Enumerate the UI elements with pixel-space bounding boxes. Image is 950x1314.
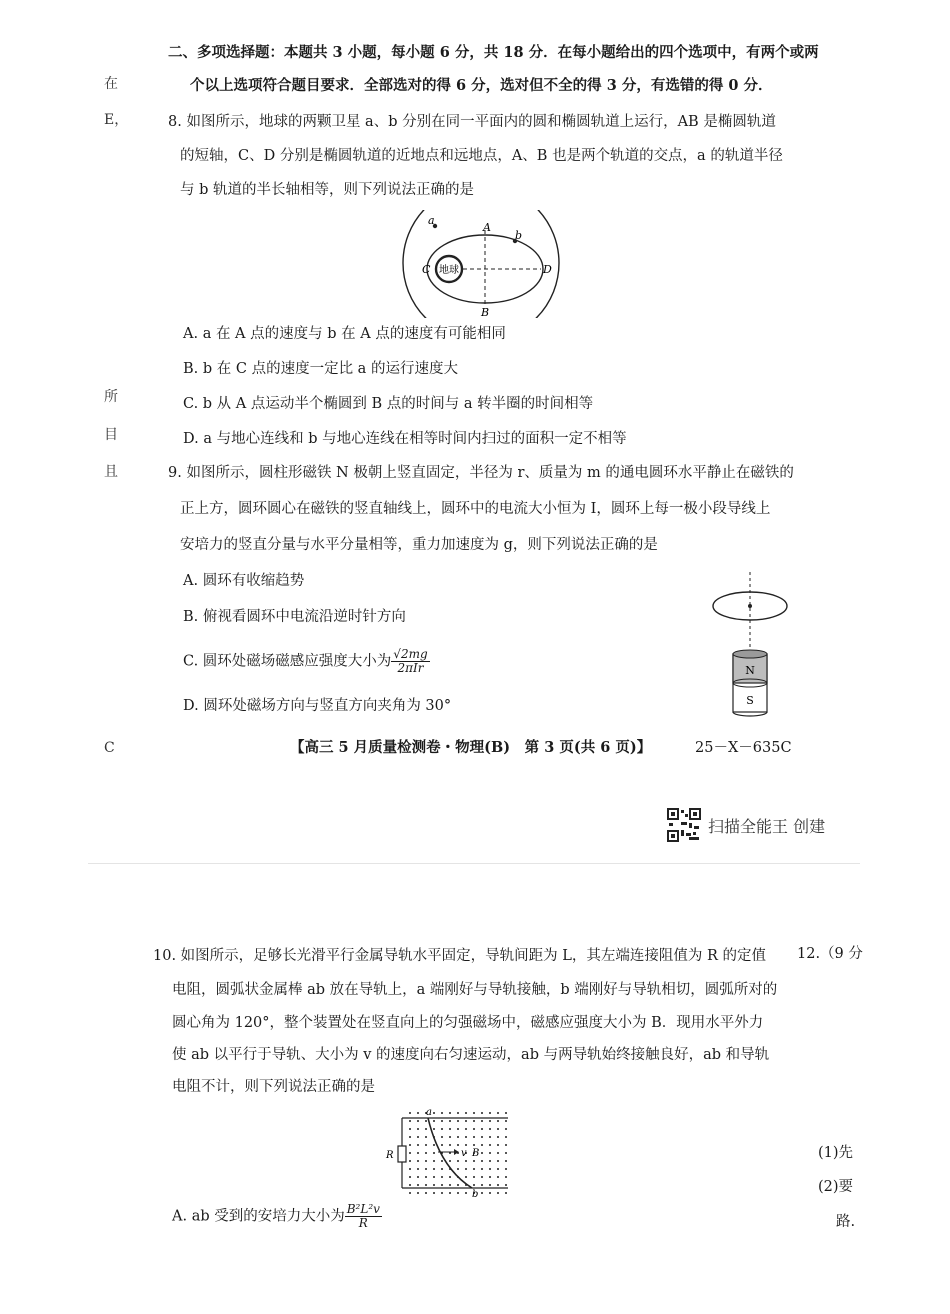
label-b: b (515, 229, 523, 242)
field-dot (417, 1160, 419, 1162)
field-dot (473, 1120, 475, 1122)
q10-option-a-text: A. ab 受到的安培力大小为 (172, 1208, 345, 1225)
q10-option-a-fraction (345, 1203, 382, 1230)
field-dot (441, 1136, 443, 1138)
field-dot (497, 1184, 499, 1186)
margin-mark: C (104, 740, 115, 756)
q8-option-b: B. b 在 C 点的速度一定比 a 的运行速度大 (183, 361, 458, 377)
field-dot (457, 1184, 459, 1186)
field-dot (441, 1184, 443, 1186)
margin-mark: 目 (104, 427, 118, 443)
field-dot (481, 1144, 483, 1146)
field-dot (409, 1192, 411, 1194)
field-dot (409, 1176, 411, 1178)
field-dot (433, 1160, 435, 1162)
field-dot (433, 1144, 435, 1146)
field-dot (433, 1112, 435, 1114)
field-dot (497, 1128, 499, 1130)
section-header-line1: 二、多项选择题：本题共 3 小题，每小题 6 分，共 18 分．在每小题给出的四个选项中，有两个或两 (168, 44, 819, 61)
field-dot (441, 1112, 443, 1114)
field-dot (505, 1144, 507, 1146)
field-dot (433, 1192, 435, 1194)
q9-option-c-fraction (391, 648, 429, 675)
field-dot (473, 1176, 475, 1178)
field-dot (465, 1136, 467, 1138)
field-dot (409, 1184, 411, 1186)
q10-stem-line1: 10. 如图所示，足够长光滑平行金属导轨水平固定，导轨间距为 L，其左端连接阻值为 R 的定值 (153, 948, 767, 964)
section-header-line2: 个以上选项符合题目要求．全部选对的得 6 分，选对但不全的得 3 分，有选错的得 0 分． (190, 77, 773, 94)
field-dot (425, 1192, 427, 1194)
right-fragment-2: (2)要 (818, 1179, 854, 1195)
field-dot (481, 1152, 483, 1154)
field-dot (417, 1128, 419, 1130)
page-divider (88, 863, 860, 864)
field-dot (425, 1184, 427, 1186)
field-dot (425, 1152, 427, 1154)
right-fragment-1: (1)先 (818, 1145, 854, 1161)
field-dot (473, 1136, 475, 1138)
label-B: B (472, 1148, 480, 1159)
q10-stem-line3: 圆心角为 120°，整个装置处在竖直向上的匀强磁场中，磁感应强度大小为 B．现用水平外力 (172, 1015, 764, 1031)
field-dot (465, 1128, 467, 1130)
field-dot (441, 1120, 443, 1122)
field-dot (505, 1176, 507, 1178)
fraction-denominator: R (358, 1216, 368, 1230)
field-dot (417, 1136, 419, 1138)
q9-stem-line2: 正上方，圆环圆心在磁铁的竖直轴线上，圆环中的电流大小恒为 I，圆环上每一极小段导线上 (180, 501, 771, 517)
field-dot (481, 1120, 483, 1122)
label-a: a (428, 214, 435, 227)
qr-code-icon (667, 808, 701, 842)
field-dot (481, 1112, 483, 1114)
q8-stem-line1: 8. 如图所示，地球的两颗卫星 a、b 分别在同一平面内的圆和椭圆轨道上运行，AB 是椭圆轨道 (168, 114, 776, 130)
field-dot (441, 1168, 443, 1170)
fraction-numerator: B²L²v (346, 1202, 380, 1216)
label-v: v (461, 1148, 467, 1159)
field-dot (465, 1176, 467, 1178)
field-dot (433, 1176, 435, 1178)
label-a: a (426, 1107, 432, 1118)
fraction-denominator: 2πIr (397, 661, 424, 675)
field-dot (417, 1144, 419, 1146)
field-dot (457, 1144, 459, 1146)
field-dot (433, 1120, 435, 1122)
margin-mark: 所 (104, 389, 118, 405)
q10-rail-figure (380, 1106, 512, 1198)
field-dot (457, 1136, 459, 1138)
field-dot (505, 1128, 507, 1130)
q8-option-c: C. b 从 A 点运动半个椭圆到 B 点的时间与 a 转半圈的时间相等 (183, 396, 594, 412)
q10-stem-line4: 使 ab 以平行于导轨、大小为 v 的速度向右匀速运动，ab 与两导轨始终接触良好，ab 和导轨 (172, 1047, 770, 1063)
q9-option-c-text: C. 圆环处磁场磁感应强度大小为 (183, 653, 392, 670)
velocity-arrowhead (454, 1149, 459, 1155)
field-dot (457, 1120, 459, 1122)
field-dot (409, 1160, 411, 1162)
field-dot (417, 1192, 419, 1194)
field-dot (505, 1112, 507, 1114)
field-dot (473, 1184, 475, 1186)
field-dot (441, 1144, 443, 1146)
field-dot (417, 1184, 419, 1186)
field-dot (433, 1184, 435, 1186)
label-b: b (472, 1189, 479, 1198)
field-dot (409, 1128, 411, 1130)
page-footer-title: 【高三 5 月质量检测卷・物理(B) 第 3 页(共 6 页)】 (290, 739, 652, 756)
page-footer-code: 25－X－635C (695, 740, 792, 756)
label-D: D (543, 263, 552, 276)
field-dot (457, 1160, 459, 1162)
field-dot (489, 1120, 491, 1122)
field-dot (497, 1192, 499, 1194)
field-dot (457, 1192, 459, 1194)
q9-stem-line3: 安培力的竖直分量与水平分量相等，重力加速度为 g，则下列说法正确的是 (180, 537, 658, 553)
field-dot (449, 1144, 451, 1146)
field-dot (481, 1192, 483, 1194)
field-dot (489, 1112, 491, 1114)
earth-label: 地球 (439, 265, 459, 276)
magnetic-field-dots (409, 1112, 507, 1194)
field-dot (425, 1176, 427, 1178)
q9-option-c (183, 648, 430, 675)
field-dot (409, 1168, 411, 1170)
q8-option-a: A. a 在 A 点的速度与 b 在 A 点的速度有可能相同 (183, 326, 506, 342)
field-dot (457, 1128, 459, 1130)
field-dot (425, 1168, 427, 1170)
label-A: A (483, 221, 491, 234)
field-dot (417, 1120, 419, 1122)
field-dot (497, 1160, 499, 1162)
q8-stem-line2: 的短轴，C、D 分别是椭圆轨道的近地点和远地点，A、B 也是两个轨道的交点，a 的轨道半径 (180, 148, 783, 164)
field-dot (473, 1168, 475, 1170)
q10-option-a (172, 1203, 382, 1230)
q12-fragment: 12.（9 分 (797, 946, 863, 962)
magnet-label-n: N (745, 664, 755, 677)
q9-magnet-figure (705, 568, 795, 720)
field-dot (465, 1192, 467, 1194)
field-dot (417, 1152, 419, 1154)
field-dot (441, 1176, 443, 1178)
field-dot (417, 1176, 419, 1178)
field-dot (473, 1144, 475, 1146)
field-dot (441, 1192, 443, 1194)
field-dot (481, 1160, 483, 1162)
field-dot (417, 1168, 419, 1170)
field-dot (433, 1168, 435, 1170)
field-dot (473, 1128, 475, 1130)
field-dot (497, 1176, 499, 1178)
field-dot (481, 1128, 483, 1130)
field-dot (409, 1144, 411, 1146)
field-dot (409, 1120, 411, 1122)
q10-stem-line2: 电阻，圆弧状金属棒 ab 放在导轨上，a 端刚好与导轨接触，b 端刚好与导轨相切，圆弧所对的 (172, 982, 778, 998)
field-dot (489, 1184, 491, 1186)
field-dot (489, 1144, 491, 1146)
field-dot (449, 1120, 451, 1122)
field-dot (441, 1160, 443, 1162)
fraction-numerator: √2mg (393, 647, 428, 661)
q9-option-a: A. 圆环有收缩趋势 (183, 573, 305, 589)
field-dot (417, 1112, 419, 1114)
margin-mark: 且 (104, 464, 118, 480)
field-dot (449, 1192, 451, 1194)
field-dot (481, 1176, 483, 1178)
q9-stem-line1: 9. 如图所示，圆柱形磁铁 N 极朝上竖直固定，半径为 r、质量为 m 的通电圆环水平静止在磁铁的 (168, 465, 794, 481)
field-dot (465, 1160, 467, 1162)
field-dot (449, 1136, 451, 1138)
field-dot (497, 1168, 499, 1170)
field-dot (505, 1120, 507, 1122)
field-dot (425, 1136, 427, 1138)
field-dot (465, 1120, 467, 1122)
field-dot (433, 1152, 435, 1154)
field-dot (425, 1128, 427, 1130)
field-dot (481, 1168, 483, 1170)
field-dot (425, 1144, 427, 1146)
field-dot (497, 1136, 499, 1138)
field-dot (489, 1176, 491, 1178)
field-dot (505, 1184, 507, 1186)
q8-option-d: D. a 与地心连线和 b 与地心连线在相等时间内扫过的面积一定不相等 (183, 431, 627, 447)
margin-mark: E， (104, 112, 129, 128)
field-dot (497, 1152, 499, 1154)
right-fragment-3: 路. (836, 1214, 856, 1230)
field-dot (505, 1160, 507, 1162)
field-dot (465, 1168, 467, 1170)
magnet-top-face (733, 650, 767, 658)
field-dot (505, 1192, 507, 1194)
field-dot (425, 1120, 427, 1122)
q8-orbit-figure (395, 210, 565, 318)
field-dot (489, 1128, 491, 1130)
q10-stem-line5: 电阻不计，则下列说法正确的是 (172, 1079, 375, 1095)
field-dot (465, 1144, 467, 1146)
resistor (398, 1146, 406, 1162)
field-dot (497, 1112, 499, 1114)
field-dot (449, 1112, 451, 1114)
field-dot (433, 1128, 435, 1130)
field-dot (497, 1144, 499, 1146)
field-dot (473, 1112, 475, 1114)
margin-mark: 在 (104, 76, 118, 92)
field-dot (481, 1136, 483, 1138)
field-dot (489, 1160, 491, 1162)
q9-option-d: D. 圆环处磁场方向与竖直方向夹角为 30° (183, 698, 452, 714)
ring-center-dot (748, 604, 752, 608)
label-C: C (422, 263, 431, 276)
field-dot (505, 1168, 507, 1170)
field-dot (457, 1168, 459, 1170)
field-dot (409, 1152, 411, 1154)
label-B: B (481, 306, 490, 318)
field-dot (449, 1128, 451, 1130)
field-dot (449, 1160, 451, 1162)
field-dot (449, 1184, 451, 1186)
label-R: R (386, 1150, 394, 1161)
q8-stem-line3: 与 b 轨道的半长轴相等，则下列说法正确的是 (180, 182, 474, 198)
field-dot (425, 1160, 427, 1162)
field-dot (489, 1136, 491, 1138)
field-dot (505, 1152, 507, 1154)
field-dot (457, 1112, 459, 1114)
field-dot (409, 1112, 411, 1114)
field-dot (489, 1168, 491, 1170)
field-dot (481, 1184, 483, 1186)
field-dot (497, 1120, 499, 1122)
field-dot (489, 1192, 491, 1194)
magnet-label-s: S (746, 694, 754, 707)
field-dot (409, 1136, 411, 1138)
field-dot (473, 1160, 475, 1162)
field-dot (489, 1152, 491, 1154)
field-dot (505, 1136, 507, 1138)
field-dot (465, 1112, 467, 1114)
q9-option-b: B. 俯视看圆环中电流沿逆时针方向 (183, 609, 406, 625)
scanner-watermark: 扫描全能王 创建 (708, 817, 826, 836)
field-dot (441, 1128, 443, 1130)
field-dot (449, 1176, 451, 1178)
